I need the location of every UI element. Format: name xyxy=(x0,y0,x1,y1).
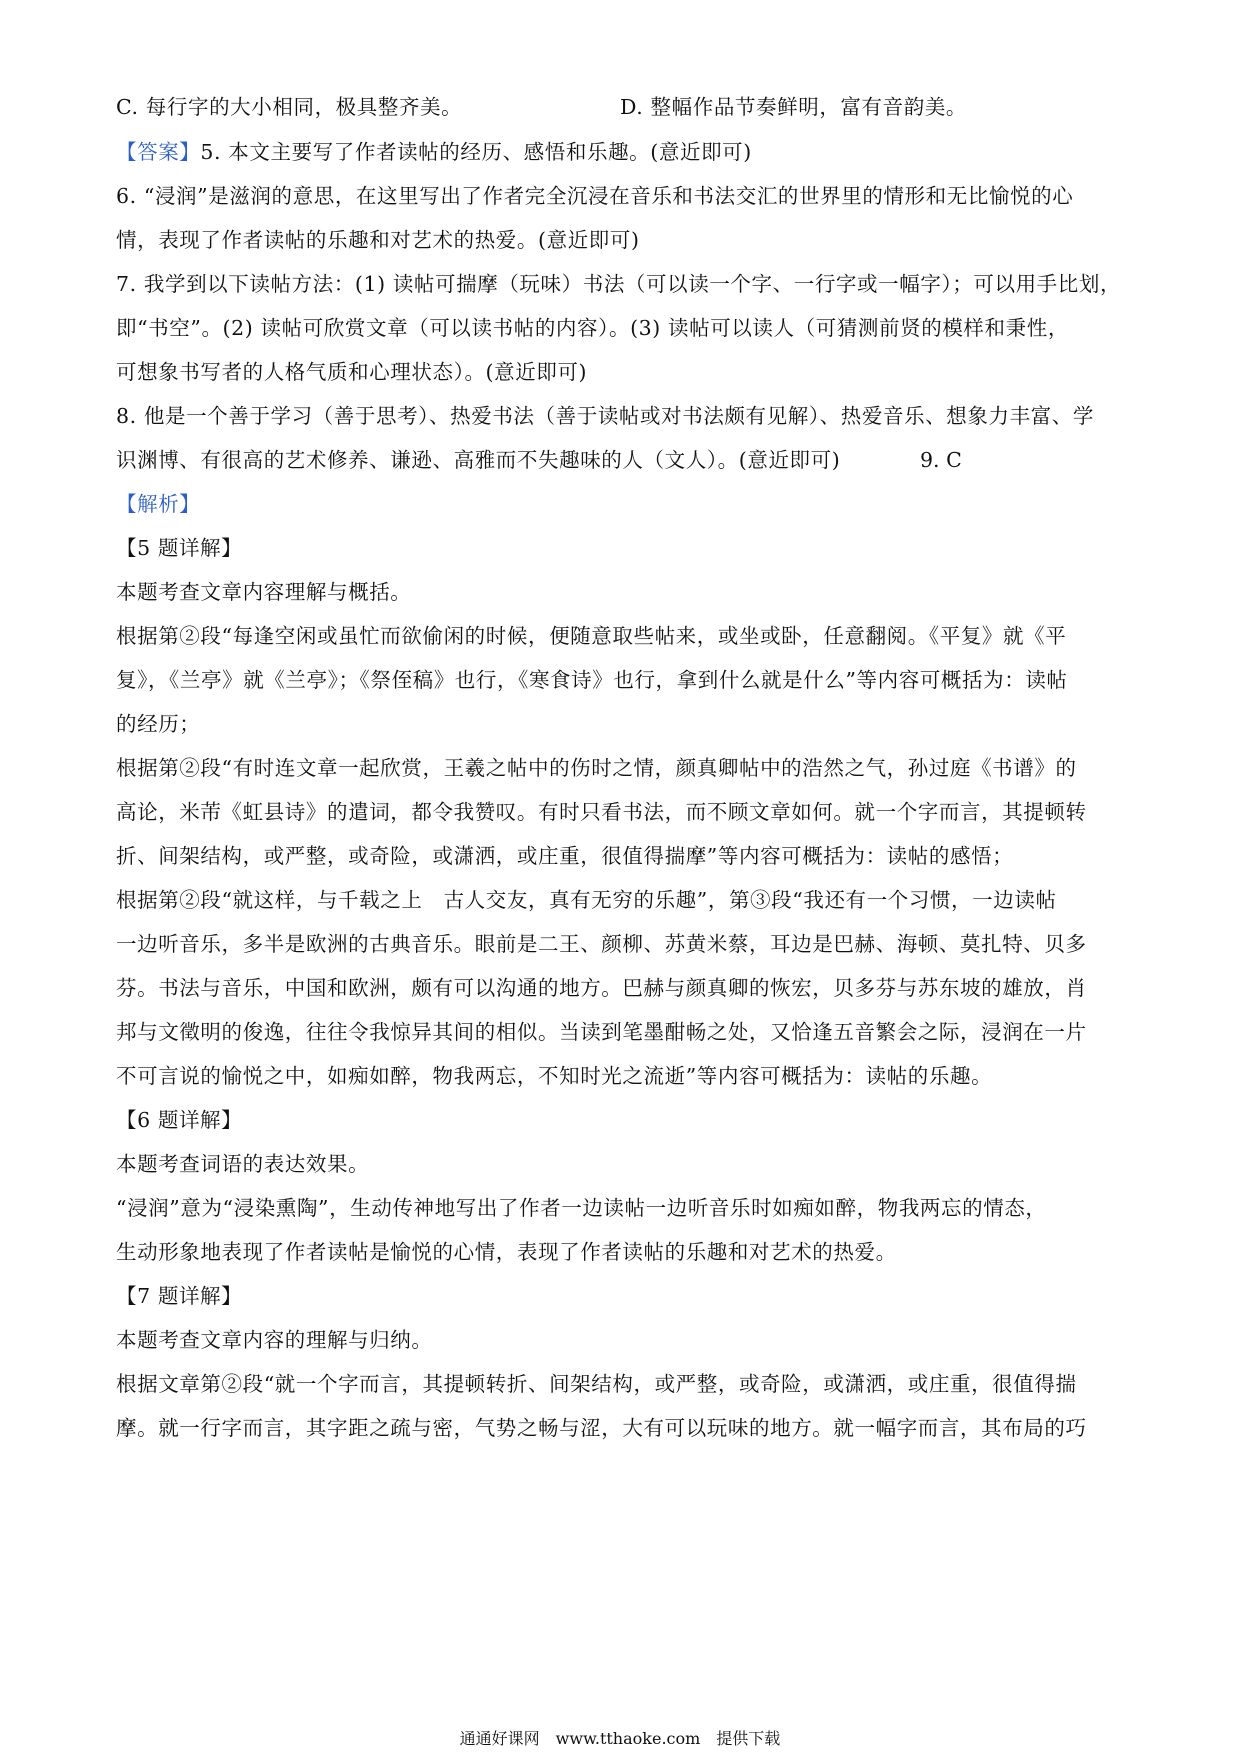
answer-7-line-3: 可想象书写者的人格气质和心理状态）。(意近即可) xyxy=(116,360,588,384)
q5-para3-line4: 邦与文徵明的俊逸，往往令我惊异其间的相似。当读到笔墨酣畅之处，又恰逢五音繁会之际，浸润在一片 xyxy=(116,1020,1087,1044)
q5-para2-line2: 高论，米芾《虹县诗》的遣词，都令我赞叹。有时只看书法，而不顾文章如何。就一个字而言，其提顿转 xyxy=(116,800,1087,824)
q6-heading: 【6 题详解】 xyxy=(116,1108,243,1132)
answer-6-line-1: 6. “浸润”是滋润的意思，在这里写出了作者完全沉浸在音乐和书法交汇的世界里的情形和无比愉悦的心 xyxy=(116,184,1074,208)
page-footer: 通通好课网 www.tthaoke.com 提供下载 xyxy=(459,1729,781,1748)
answer-8-line-1: 8. 他是一个善于学习（善于思考）、热爱书法（善于读帖或对书法颇有见解）、热爱音乐、想象力丰富、学 xyxy=(116,404,1094,428)
answer-5: 5. 本文主要写了作者读帖的经历、感悟和乐趣。(意近即可) xyxy=(200,140,752,164)
answer-7-line-1: 7. 我学到以下读帖方法：(1) 读帖可揣摩（玩味）书法（可以读一个字、一行字或一幅字）；可以用手比划， xyxy=(116,272,1122,296)
q5-para1-line1: 根据第②段“每逢空闲或虽忙而欲偷闲的时候，便随意取些帖来，或坐或卧，任意翻阅。《平复》就《平 xyxy=(116,624,1067,648)
q5-para3-line1: 根据第②段“就这样，与千载之上 古人交友，真有无穷的乐趣”，第③段“我还有一个习惯，一边读帖 xyxy=(116,888,1057,912)
q5-para1-line3: 的经历； xyxy=(116,712,201,736)
answer-6-line-2: 情，表现了作者读帖的乐趣和对艺术的热爱。(意近即可) xyxy=(116,228,640,252)
q5-heading: 【5 题详解】 xyxy=(116,536,243,560)
q6-para1-line2: 生动形象地表现了作者读帖是愉悦的心情，表现了作者读帖的乐趣和对艺术的热爱。 xyxy=(116,1240,897,1264)
q6-intro: 本题考查词语的表达效果。 xyxy=(116,1152,370,1176)
q7-intro: 本题考查文章内容的理解与归纳。 xyxy=(116,1328,433,1352)
answer-7-line-2: 即“书空”。(2) 读帖可欣赏文章（可以读书帖的内容）。(3) 读帖可以读人（可猜测前贤的模样和秉性， xyxy=(116,316,1069,340)
q5-para1-line2: 复》，《兰亭》就《兰亭》；《祭侄稿》也行，《寒食诗》也行，拿到什么就是什么”等内容可概括为：读帖 xyxy=(116,668,1068,692)
option-c: C. 每行字的大小相同，极具整齐美。 xyxy=(116,95,463,119)
q5-para2-line1: 根据第②段“有时连文章一起欣赏，王羲之帖中的伤时之情，颜真卿帖中的浩然之气，孙过庭《书谱》的 xyxy=(116,756,1077,780)
q5-para3-line2: 一边听音乐，多半是欧洲的古典音乐。眼前是二王、颜柳、苏黄米蔡，耳边是巴赫、海顿、莫扎特、贝多 xyxy=(116,932,1087,956)
q7-heading: 【7 题详解】 xyxy=(116,1284,243,1308)
answer-tag: 【答案】 xyxy=(116,140,201,164)
q7-para1-line2: 摩。就一行字而言，其字距之疏与密，气势之畅与涩，大有可以玩味的地方。就一幅字而言，其布局的巧 xyxy=(116,1416,1087,1440)
answer-9: 9. C xyxy=(920,448,962,472)
analysis-tag: 【解析】 xyxy=(116,492,201,516)
option-d: D. 整幅作品节奏鲜明，富有音韵美。 xyxy=(620,95,968,119)
q6-para1-line1: “浸润”意为“浸染熏陶”，生动传神地写出了作者一边读帖一边听音乐时如痴如醉，物我两忘的情态， xyxy=(116,1196,1047,1220)
q5-para3-line3: 芬。书法与音乐，中国和欧洲，颇有可以沟通的地方。巴赫与颜真卿的恢宏，贝多芬与苏东坡的雄放，肖 xyxy=(116,976,1087,1000)
q5-intro: 本题考查文章内容理解与概括。 xyxy=(116,580,412,604)
q5-para3-line5: 不可言说的愉悦之中，如痴如醉，物我两忘，不知时光之流逝”等内容可概括为：读帖的乐趣。 xyxy=(116,1064,993,1088)
q5-para2-line3: 折、间架结构，或严整，或奇险，或潇洒，或庄重，很值得揣摩”等内容可概括为：读帖的感悟； xyxy=(116,844,1014,868)
q7-para1-line1: 根据文章第②段“就一个字而言，其提顿转折、间架结构，或严整，或奇险，或潇洒，或庄重，很值得揣 xyxy=(116,1372,1077,1396)
answer-8-line-2: 识渊博、有很高的艺术修养、谦逊、高雅而不失趣味的人（文人）。(意近即可) xyxy=(116,448,841,472)
answer-5-line xyxy=(116,137,1126,167)
